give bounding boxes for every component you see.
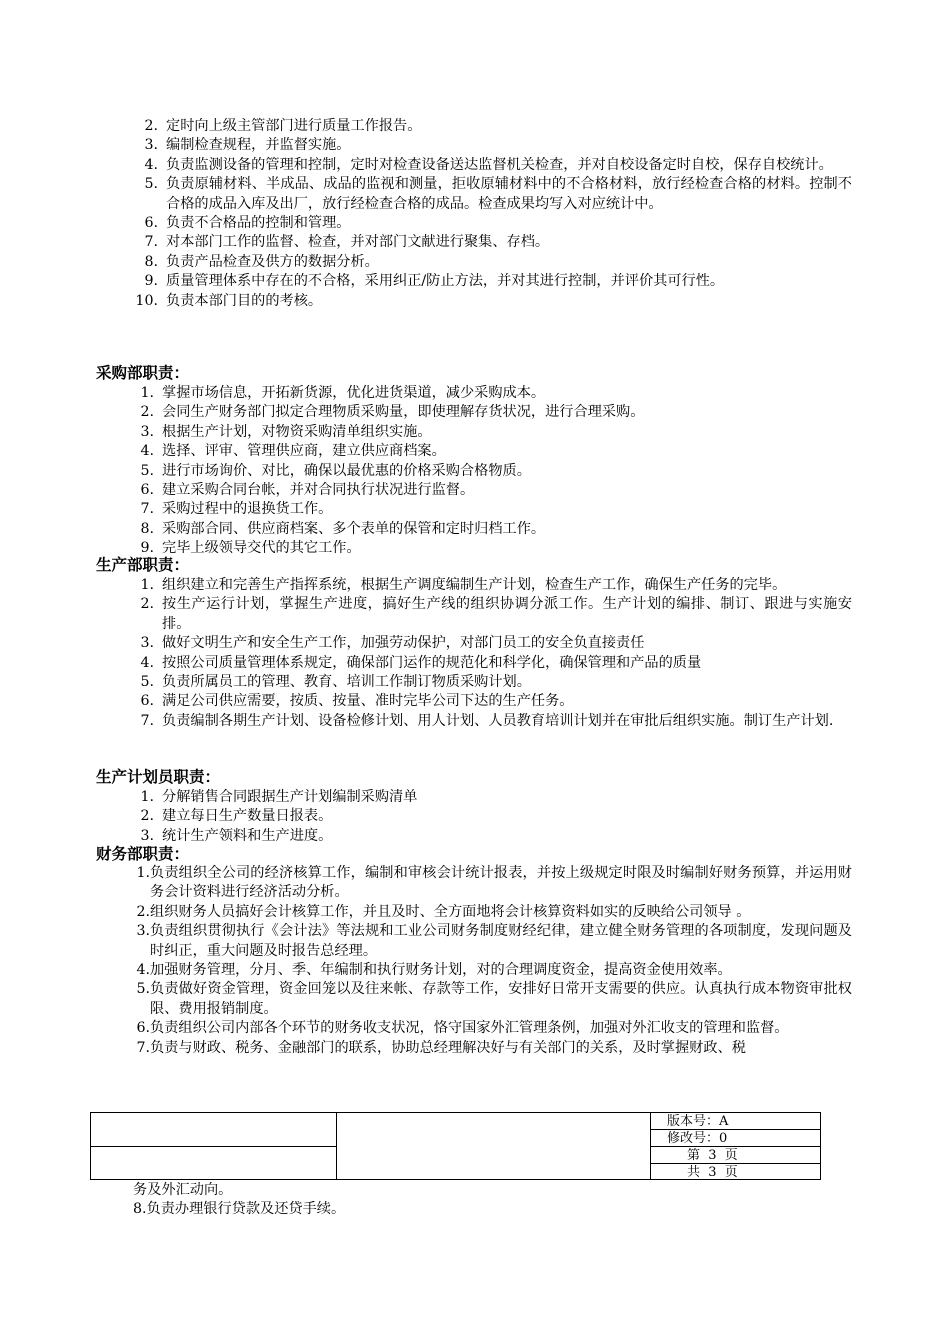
production-duties-list	[0, 576, 852, 731]
list-item-number: 5.	[136, 981, 150, 998]
list-item	[0, 712, 852, 731]
revision-label: 修改号：0	[667, 1131, 728, 1146]
list-item	[0, 384, 852, 403]
list-item-text: 负责组织贯彻执行《会计法》等法规和工业公司财务制度财经纪律，建立健全财务管理的各项制度，发现问题及时纠正，重大问题及时报告总经理。	[150, 923, 852, 959]
list-item	[0, 634, 852, 653]
list-item	[0, 1039, 852, 1058]
list-item-text: 满足公司供应需要，按质、按量、准时完毕公司下达的生产任务。	[162, 693, 574, 710]
list-item	[0, 214, 852, 233]
list-item	[0, 423, 852, 442]
list-item-number: 3.	[144, 137, 158, 154]
list-item-text: 加强财务管理，分月、季、年编制和执行财务计划，对的合理调度资金，提高资金使用效率。	[150, 962, 732, 979]
list-item-number: 2.	[144, 118, 158, 134]
list-item-text: 完毕上级领导交代的其它工作。	[162, 540, 361, 557]
list-item-number: 9.	[140, 540, 154, 557]
list-item-number: 8.	[140, 520, 154, 537]
list-item-text: 负责编制各期生产计划、设备检修计划、用人计划、人员教育培训计划并在审批后组织实施。制订生产计划.	[162, 712, 834, 729]
list-item-text: 编制检查规程，并监督实施。	[166, 137, 351, 154]
list-item-text: 对本部门工作的监督、检查，并对部门文献进行聚集、存档。	[166, 234, 550, 251]
list-item-text: 负责与财政、税务、金融部门的联系，协助总经理解决好与有关部门的关系，及时掌握财政、税	[150, 1039, 746, 1056]
list-item	[0, 403, 852, 422]
list-item-number: 4.	[144, 156, 158, 173]
list-item	[0, 827, 852, 846]
list-item-number: 10.	[135, 292, 158, 309]
list-item-text: 负责所属员工的管理、教育、培训工作制订物质采购计划。	[162, 674, 531, 691]
list-item-text: 统计生产领料和生产进度。	[162, 827, 333, 844]
production-heading: 生产部职责：	[96, 556, 190, 574]
purchasing-duties-list	[0, 384, 852, 559]
list-item	[0, 481, 852, 500]
list-item-text: 会同生产财务部门拟定合理物质采购量，即使理解存货状况，进行合理采购。	[162, 404, 645, 421]
list-item	[0, 903, 852, 922]
list-item	[0, 980, 852, 1019]
list-item-number: 7.	[144, 234, 158, 251]
list-item-number: 1.	[136, 865, 150, 881]
list-item	[0, 233, 852, 252]
list-item-text: 选择、评审、管理供应商，建立供应商档案。	[162, 443, 446, 460]
list-item	[0, 1019, 852, 1038]
list-item	[0, 272, 852, 291]
list-item-text: 组织财务人员搞好会计核算工作，并且及时、全方面地将会计核算资料如实的反映给公司领导 。	[150, 903, 751, 920]
list-item-number: 5.	[144, 176, 158, 193]
page-number: 第 3 页	[687, 1148, 738, 1163]
list-item-number: 3.	[140, 423, 154, 440]
list-item	[0, 462, 852, 481]
list-item	[0, 673, 852, 692]
list-item	[0, 576, 852, 595]
list-item-text: 根据生产计划，对物资采购清单组织实施。	[162, 423, 432, 440]
purchasing-heading: 采购部职责：	[96, 364, 190, 382]
list-item-text: 采购部合同、供应商档案、多个表单的保管和定时归档工作。	[162, 520, 546, 537]
list-item-text: 负责组织公司内部各个环节的财务收支状况，恪守国家外汇管理条例，加强对外汇收支的管理和监督。	[150, 1020, 789, 1037]
footer-table	[90, 1112, 821, 1180]
list-item-number: 3.	[140, 827, 154, 844]
list-item-number: 4.	[140, 443, 154, 460]
list-item-number: 2.	[140, 404, 154, 421]
list-item-text: 分解销售合同跟据生产计划编制采购清单	[162, 789, 418, 805]
quality-duties-list	[0, 117, 852, 311]
version-label: 版本号：A	[667, 1114, 729, 1129]
list-item-text: 按生产运行计划，掌握生产进度，搞好生产线的组织协调分派工作。生产计划的编排、制订、跟进与实施安排。	[162, 596, 852, 632]
list-item-number: 3.	[136, 923, 150, 940]
list-item-text: 负责监测设备的管理和控制，定时对检查设备送达监督机关检查，并对自校设备定时自校，保存自校统计。	[166, 156, 833, 173]
list-item-text: 建立每日生产数量日报表。	[162, 808, 333, 825]
list-item-number: 2.	[136, 903, 150, 920]
list-item	[0, 136, 852, 155]
list-item	[0, 807, 852, 826]
list-item-number: 6.	[136, 1020, 150, 1037]
list-item	[0, 117, 852, 136]
list-item	[0, 692, 852, 711]
list-item-number: 2.	[140, 808, 154, 825]
list-item-text: 负责产品检查及供方的数据分析。	[166, 253, 379, 270]
list-item	[0, 922, 852, 961]
finance-item-8: 8.负责办理银行贷款及还贷手续。	[133, 1201, 346, 1217]
list-item-text: 建立采购合同台帐，并对合同执行状况进行监督。	[162, 482, 475, 499]
list-item-text: 组织建立和完善生产指挥系统，根据生产调度编制生产计划，检查生产工作，确保生产任务的完毕。	[162, 577, 787, 593]
list-item-number: 6.	[140, 693, 154, 710]
list-item-text: 按照公司质量管理体系规定，确保部门运作的规范化和科学化，确保管理和产品的质量	[162, 654, 702, 671]
finance-duties-list	[0, 864, 852, 1058]
list-item	[0, 442, 852, 461]
list-item	[0, 788, 852, 807]
list-item-text: 负责做好资金管理，资金回笼以及往来帐、存款等工作，安排好日常开支需要的供应。认真执行成本物资审批权限、费用报销制度。	[150, 981, 852, 1017]
planner-duties-list	[0, 788, 852, 846]
list-item	[0, 292, 852, 311]
list-item-text: 进行市场询价、对比，确保以最优惠的价格采购合格物质。	[162, 462, 531, 479]
list-item-number: 6.	[144, 215, 158, 232]
list-item-number: 9.	[144, 273, 158, 290]
list-item-number: 6.	[140, 482, 154, 499]
list-item-number: 2.	[140, 596, 154, 613]
list-item	[0, 520, 852, 539]
list-item	[0, 654, 852, 673]
list-item-number: 7.	[140, 501, 154, 518]
list-item	[0, 175, 852, 214]
list-item-number: 4.	[136, 962, 150, 979]
list-item-number: 1.	[140, 385, 154, 401]
list-item-text: 负责不合格品的控制和管理。	[166, 215, 351, 232]
list-item	[0, 961, 852, 980]
finance-heading: 财务部职责：	[96, 845, 190, 863]
list-item-number: 5.	[140, 462, 154, 479]
list-item-text: 负责原辅材料、半成品、成品的监视和测量，拒收原辅材料中的不合格材料，放行经检查合格的材料。控制不合格的成品入库及出厂，放行经检查合格的成品。检查成果均写入对应统计中。	[166, 176, 852, 212]
list-item-number: 3.	[140, 635, 154, 652]
list-item-number: 1.	[140, 789, 154, 805]
list-item-number: 7.	[140, 712, 154, 729]
planner-heading: 生产计划员职责：	[96, 768, 221, 786]
list-item-text: 做好文明生产和安全生产工作，加强劳动保护，对部门员工的安全负直接责任	[162, 635, 645, 652]
list-item	[0, 864, 852, 903]
list-item-number: 5.	[140, 674, 154, 691]
list-item-text: 负责组织全公司的经济核算工作，编制和审核会计统计报表，并按上级规定时限及时编制好财务预算，并运用财务会计资料进行经济活动分析。	[150, 865, 852, 901]
list-item	[0, 595, 852, 634]
list-item-text: 负责本部门目的的考核。	[166, 292, 323, 309]
finance-item-7-continuation: 务及外汇动向。	[133, 1182, 233, 1198]
list-item-number: 7.	[136, 1039, 150, 1056]
list-item-number: 1.	[140, 577, 154, 593]
list-item-text: 采购过程中的退换货工作。	[162, 501, 333, 518]
list-item-text: 质量管理体系中存在的不合格，采用纠正/防止方法，并对其进行控制，并评价其可行性。	[166, 273, 725, 290]
list-item-text: 掌握市场信息，开拓新货源，优化进货渠道，减少采购成本。	[162, 385, 546, 401]
list-item-number: 8.	[144, 253, 158, 270]
list-item-text: 定时向上级主管部门进行质量工作报告。	[166, 118, 422, 134]
list-item	[0, 253, 852, 272]
list-item	[0, 156, 852, 175]
list-item-number: 4.	[140, 654, 154, 671]
list-item	[0, 500, 852, 519]
page-total: 共 3 页	[687, 1165, 738, 1180]
